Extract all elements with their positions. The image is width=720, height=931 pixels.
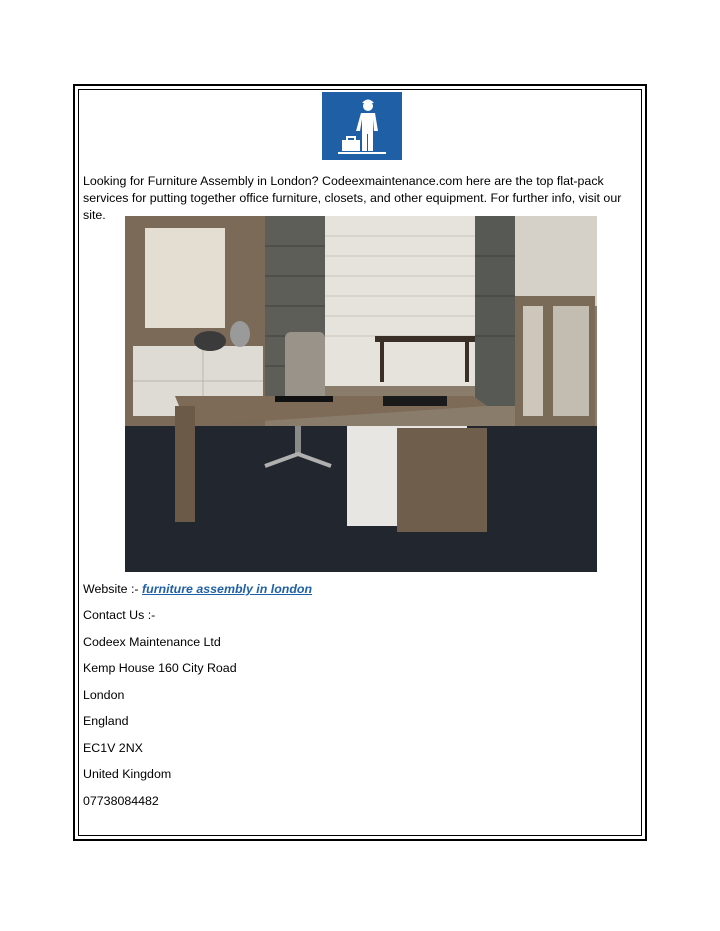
office-furniture-photo	[125, 216, 597, 572]
company-name: Codeex Maintenance Ltd	[83, 635, 221, 649]
website-link[interactable]: furniture assembly in london	[142, 582, 313, 596]
worker-with-toolbox-icon	[322, 92, 402, 160]
intro-paragraph: Looking for Furniture Assembly in London? Codeexmaintenance.com here are the top flat-pack services for putting together office furniture, closets, and other equipment. For further info, visit our site.	[83, 174, 622, 222]
document-border	[73, 84, 647, 841]
country: United Kingdom	[83, 767, 172, 781]
address-line: Kemp House 160 City Road	[83, 661, 237, 675]
website-label: Website :-	[83, 582, 142, 596]
postcode: EC1V 2NX	[83, 741, 143, 755]
city: London	[83, 688, 125, 702]
region: England	[83, 714, 129, 728]
contact-heading: Contact Us :-	[83, 608, 156, 622]
phone-number: 07738084482	[83, 794, 159, 808]
website-line	[83, 581, 312, 597]
